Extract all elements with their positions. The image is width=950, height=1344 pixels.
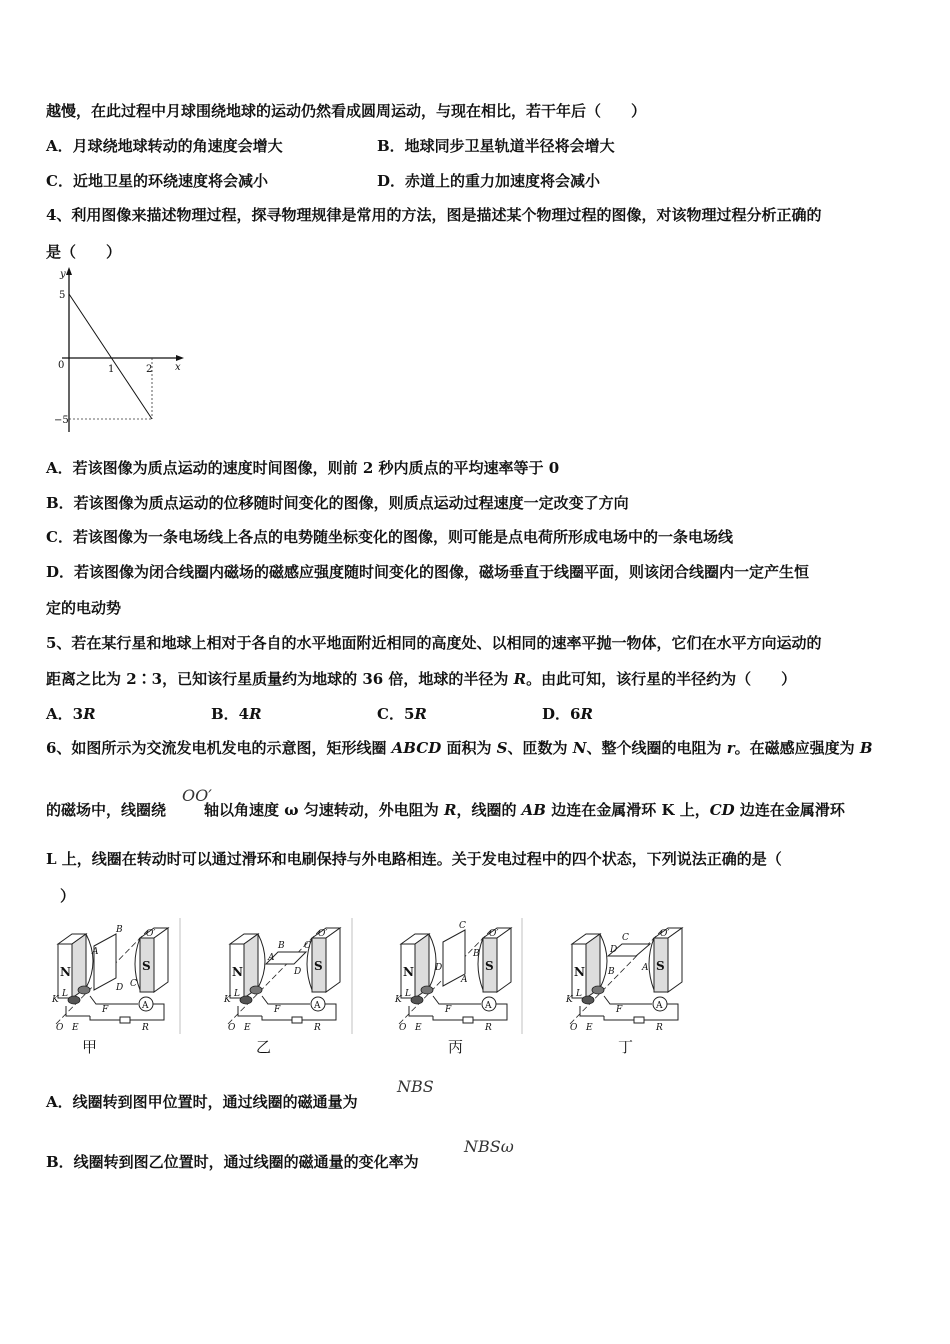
- q5-option-b: B．4R: [211, 705, 262, 723]
- svg-text:D: D: [294, 967, 302, 977]
- q3-option-c: C．近地卫星的环绕速度将会减小: [46, 172, 268, 190]
- q4-option-c: C．若该图像为一条电场线上各点的电势随坐标变化的图像，则可能是点电荷所形成电场中的一条电场线: [46, 528, 733, 546]
- svg-text:A: A: [642, 963, 649, 973]
- q3-option-d: D．赤道上的重力加速度将会减小: [377, 172, 601, 190]
- q5-stem-line2: 距离之比为 2∶3，已知该行星质量约为地球的 36 倍，地球的半径为 R。由此可知，该行星的半径约为（ ）: [46, 670, 797, 688]
- svg-text:D: D: [610, 945, 618, 955]
- svg-text:B: B: [278, 941, 285, 951]
- q4-y-label: y: [60, 269, 66, 280]
- q6-axis-math: OO′: [182, 786, 212, 805]
- caption-jia: 甲: [82, 1038, 98, 1056]
- q6-option-b-math: NBSω: [464, 1137, 514, 1156]
- q5-option-c: C．5R: [377, 705, 427, 723]
- q4-origin-label: 0: [58, 360, 65, 371]
- q4-graph: [52, 264, 192, 434]
- q6-option-b: B．线圈转到图乙位置时，通过线圈的磁通量的变化率为: [46, 1153, 419, 1171]
- q6-stem-line1: 6、如图所示为交流发电机发电的示意图，矩形线圈 ABCD 面积为 S、匝数为 N、整个线圈的电阻为 r。在磁感应强度为 B: [46, 739, 873, 757]
- q6-stem-line2: 的磁场中，线圈绕 轴以角速度 ω 匀速转动，外电阻为 R，线圈的 AB 边连在金属滑环 K 上，CD 边连在金属滑环: [46, 801, 845, 819]
- q4-y-bottom-label: −5: [54, 415, 69, 426]
- q5-option-a: A．3R: [46, 705, 96, 723]
- svg-text:B: B: [473, 949, 480, 959]
- svg-text:C: C: [130, 979, 137, 989]
- q3-option-a: A．月球绕地球转动的角速度会增大: [46, 137, 283, 155]
- svg-text:C: C: [459, 921, 466, 931]
- q5-stem-line1: 5、若在某行星和地球上相对于各自的水平地面附近相同的高度处、以相同的速率平抛一物体，它们在水平方向运动的: [46, 634, 822, 652]
- q4-option-d-line1: D．若该图像为闭合线圈内磁场的磁感应强度随时间变化的图像，磁场垂直于线圈平面，则该闭合线圈内一定产生恒: [46, 563, 810, 581]
- generator-figures: [46, 916, 696, 1038]
- svg-text:D: D: [435, 963, 443, 973]
- svg-text:A: A: [92, 947, 99, 957]
- q4-option-a: A．若该图像为质点运动的速度时间图像，则前 2 秒内质点的平均速率等于 0: [46, 459, 560, 477]
- q4-stem-line2: 是（ ）: [46, 243, 122, 261]
- q4-option-d-line2: 定的电动势: [46, 599, 122, 617]
- q4-x-label: x: [175, 362, 181, 373]
- svg-text:B: B: [608, 967, 615, 977]
- q6-option-a-math: NBS: [397, 1077, 434, 1096]
- caption-yi: 乙: [256, 1038, 272, 1056]
- q4-y-top-label: 5: [59, 290, 66, 301]
- q4-x-tick-1: 1: [108, 364, 115, 375]
- q4-stem-line1: 4、利用图像来描述物理过程，探寻物理规律是常用的方法，图是描述某个物理过程的图像，对该物理过程分析正确的: [46, 206, 822, 224]
- q5-option-d: D．6R: [542, 705, 593, 723]
- svg-text:A: A: [461, 975, 468, 985]
- q6-option-a: A．线圈转到图甲位置时，通过线圈的磁通量为: [46, 1093, 358, 1111]
- q6-stem-line4: ）: [60, 887, 76, 905]
- q3-stem: 越慢，在此过程中月球围绕地球的运动仍然看成圆周运动，与现在相比，若干年后（ ）: [46, 102, 647, 120]
- q4-option-b: B．若该图像为质点运动的位移随时间变化的图像，则质点运动过程速度一定改变了方向: [46, 494, 629, 512]
- svg-text:B: B: [116, 925, 123, 935]
- svg-text:A: A: [268, 953, 275, 963]
- svg-text:D: D: [116, 983, 124, 993]
- q4-graph-line: [69, 294, 152, 419]
- q4-x-tick-2: 2: [146, 364, 153, 375]
- svg-text:C: C: [304, 941, 311, 951]
- svg-text:C: C: [622, 933, 629, 943]
- caption-ding: 丁: [618, 1038, 634, 1056]
- caption-bing: 丙: [448, 1038, 464, 1056]
- q6-stem-line3: L 上，线圈在转动时可以通过滑环和电刷保持与外电路相连。关于发电过程中的四个状态，下列说法正确的是（: [46, 850, 782, 868]
- q3-option-b: B．地球同步卫星轨道半径将会增大: [377, 137, 615, 155]
